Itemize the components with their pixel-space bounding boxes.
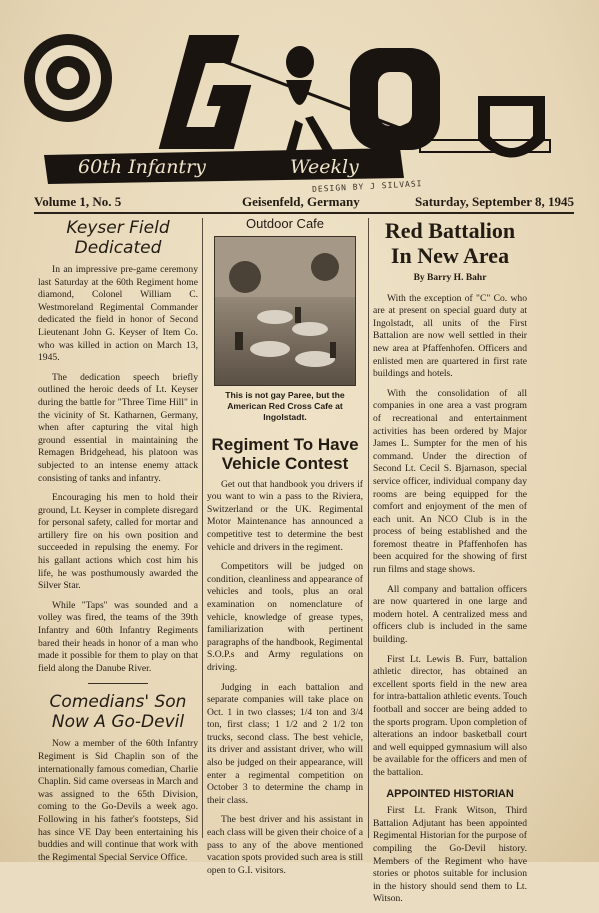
sunburst-emblem <box>24 34 112 122</box>
article-paragraph: All company and battalion officers are now quartered in one large and modern hotel. A centralized mess and officers club is included in the same building. <box>373 583 527 646</box>
article-paragraph: With the consolidation of all companies in one area a vast program of recreational and entertainment activities has been ordered by Major James L. Sumpter for the men of his command. Under the direction of Second Lt. Cecil S. Bjarnason, special service officer, individual company day rooms are being equipped for the comfort and enjoyment of the men of each unit. An NCO Club is in the process of being established and the foremost theatre in Pfaffenhofen has been acquired for the showing of first run films and stage shows. <box>373 387 527 576</box>
headline-vehicle-contest: Regiment To Have Vehicle Contest <box>211 434 359 473</box>
subtitle-right: Weekly <box>290 156 359 178</box>
byline: By Barry H. Bahr <box>413 273 487 283</box>
article-paragraph: First Lt. Frank Witson, Third Battalion Adjutant has been appointed Regimental Historian for the purpose of compiling the Go-Devil history. Members of the Regiment who have stories or photos suitable for inclusion in the history should send them to Lt. Witson. <box>373 805 527 905</box>
article-paragraph: In an impressive pre-game ceremony last Saturday at the 60th Regiment home diamond, Colonel William C. Westmoreland Regimental Commander dedicated the field in honor of Second Lieutenant John G. Keyser of Item Co. who was killed in action on March 13, 1945. <box>38 264 198 364</box>
article-paragraph: Encouraging his men to hold their ground, Lt. Keyser in complete disregard for personal safety, called for mortar and artillery fire on his own position and succeeded in repulsing the enemy. For his gallant actions which cost him his life, he was posthumously awarded the Silver Star. <box>38 492 198 592</box>
article-paragraph: Get out that handbook you drivers if you want to win a pass to the Riviera, Switzerland or the UK. Regimental Motor Maintenance has announced a competitive test to determine the best vehicle and drivers in the regiment. <box>207 478 363 553</box>
headline-appointed-historian: APPOINTED HISTORIAN <box>386 787 514 800</box>
column-3 <box>373 218 527 913</box>
publication-place: Geisenfeld, Germany <box>242 194 360 209</box>
article-paragraph: The best driver and his assistant in each class will be given their choice of a pass to any of the above mentioned vacation spots provided such area is still open to G.I. visitors. <box>207 814 363 876</box>
design-credit: DESIGN BY J SILVASI <box>311 179 423 194</box>
article-paragraph: The dedication speech briefly outlined the heroic deeds of Lt. Keyser during the battle for "Three Time Hill" in the vicinity of St. Katharnen, Germany, when after capturing the vital high ground essential in maintaining the Remagen Bridgehead, his platoon was subjected to an intense enemy attack consisting of tanks and infantry. <box>38 371 198 484</box>
article-paragraph: Judging in each battalion and separate companies will take place on Oct. 1 in two classes; 1/4 ton and 3/4 ton, first class; 1 1/2 and 2 1/2 ton trucks, second class. The best vehicle, its driver and assistant driver, who will also be judged on their appearance, will enter a regimental competition on October 3 to determine the champ in their class. <box>207 681 363 806</box>
masthead <box>0 0 599 194</box>
article-paragraph: Now a member of the 60th Infantry Regiment is Sid Chaplin son of the internationally famous comedian, Charlie Chaplin. Sid came overseas in March and was assigned to the 65th Division, coming to the Go-Devils a week ago. Following in his father's footsteps, Sid has since VE Day been entertaining his buddies and will continue that work with the Regimental Special Service Office. <box>38 738 198 863</box>
article-paragraph: While "Taps" was sounded and a volley was fired, the teams of the 39th Infantry and 60th Infantry Regiments bared their heads in honor of a man who made it possible for them to play on that field along the Danube River. <box>38 599 198 674</box>
photo-caption: This is not gay Paree, but the American Red Cross Cafe at Ingolstadt. <box>225 389 345 422</box>
headline-keyser-field: Keyser Field Dedicated <box>66 218 170 258</box>
letter-o-logo <box>350 48 440 150</box>
column-rule <box>202 218 203 838</box>
photo-heading: Outdoor Cafe <box>245 216 325 231</box>
article-paragraph: With the exception of "C" Co. who are at present on special guard duty at Ingolstadt, all units of the First Battalion are now well settled in their new area at Pfaffenhofen. Officers and enlisted men are quartered in first rate buildings and hotels. <box>373 292 527 380</box>
column-2 <box>207 218 363 884</box>
headline-comedians-son: Comedians' Son Now A Go-Devil <box>49 692 187 733</box>
subtitle-left: 60th Infantry <box>78 156 206 178</box>
cafe-photo <box>214 236 356 386</box>
masthead-subtitle <box>60 150 390 184</box>
column-rule <box>368 218 369 838</box>
letter-g-logo <box>160 36 250 148</box>
photo-scene <box>215 237 355 385</box>
publication-date: Saturday, September 8, 1945 <box>414 194 574 209</box>
article-paragraph: First Lt. Lewis B. Furr, battalion athletic director, has obtained an excellent sports field in the new area for intra-battalion athletic events. Touch football and soccer are being added to the sports program. Upon completion of alterations an indoor basketball court and well equipped gymnasium will also be available for the officers and men of the battalion. <box>373 653 528 778</box>
article-separator <box>88 683 148 684</box>
article-paragraph: Competitors will be judged on condition, cleanliness and appearance of vehicles and tools, plus an oral examination on nomenclature of vehicle, knowledge of grease types, familiarization with pertinent paragraphs of the handbook, Regimental S.O.P.s and Army regulations on driving. <box>207 561 363 673</box>
volume-number: Volume 1, No. 5 <box>34 194 122 209</box>
headline-red-battalion: Red Battalion In New Area <box>384 218 516 268</box>
column-1 <box>38 218 198 871</box>
dateline <box>34 194 574 214</box>
